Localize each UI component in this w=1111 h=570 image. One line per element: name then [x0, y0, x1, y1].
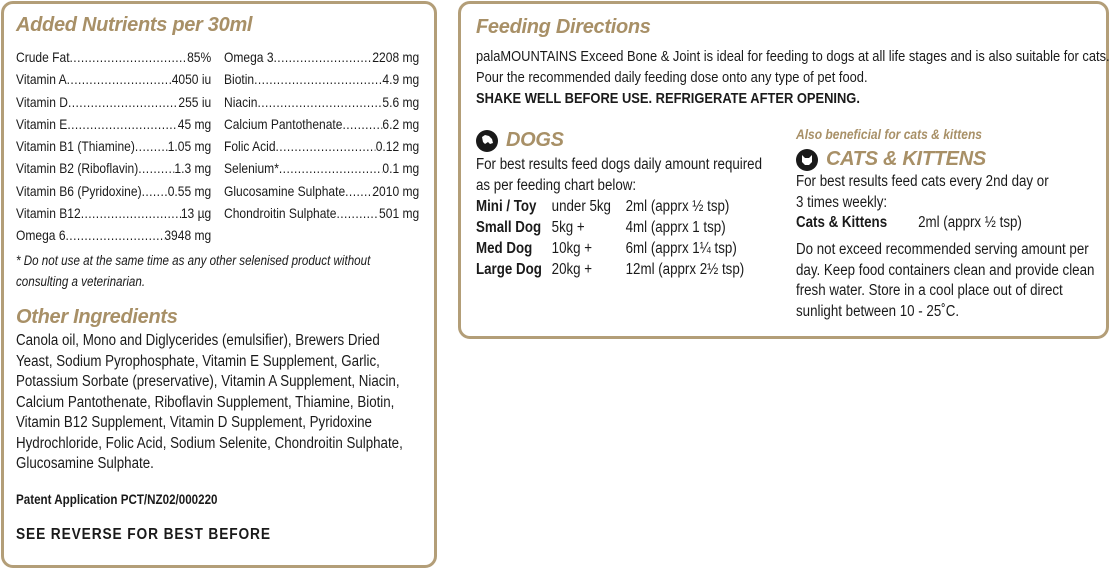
dot-leader [67, 113, 177, 135]
nutrient-value: 4050 iu [171, 71, 212, 88]
nutrient-row [16, 68, 211, 90]
nutrient-row [16, 202, 211, 224]
ingredients-text: Canola oil, Mono and Diglycerides (emulsifier), Brewers Dried Yeast, Sodium Pyrophosphate, Vitamin E Supplement, Garlic, Potassium Sorbate (preservative), Vitamin A Supplement, Niacin, Calcium Pantothenate, Riboflavin Supplement, Thiamine, Biotin, Vitamin B12 Supplement, Vitamin D Supplement, Pyridoxine Hydrochloride, Folic Acid, Sodium Selenite, Chondroitin Sulphate, Glucosamine Sulphate. [16, 332, 403, 472]
nutrients-right-column [224, 46, 419, 224]
dot-leader [342, 113, 382, 135]
dot-leader [279, 157, 383, 179]
other-ingredients-title: Other Ingredients [16, 306, 178, 328]
ingredients-list [16, 331, 486, 475]
nutrient-name: Vitamin B2 (Riboflavin) [16, 160, 139, 177]
dog-size: Med Dog [476, 240, 533, 257]
nutrient-row [224, 202, 419, 224]
nutrient-value: 2010 mg [372, 182, 420, 199]
nutrient-value: 5.6 mg [382, 93, 420, 110]
dogs-title: DOGS [506, 129, 564, 151]
nutrient-row [16, 46, 211, 68]
cats-title: CATS & KITTENS [826, 148, 986, 170]
best-before-note [16, 526, 312, 544]
nutrient-value: 13 µg [180, 205, 212, 222]
intro-line-2: Pour the recommended daily feeding dose onto any type of pet food. [476, 69, 868, 86]
dog-size: Large Dog [476, 261, 542, 278]
nutrient-row [224, 68, 419, 90]
dog-dose: 6ml (apprx 1¼ tsp) [625, 240, 737, 257]
cats-row-dose: 2ml (apprx ½ tsp) [918, 214, 1022, 231]
dot-leader [66, 224, 165, 246]
dogs-heading [476, 129, 564, 152]
nutrient-value: 0.12 mg [375, 138, 420, 155]
dot-leader [142, 180, 168, 202]
dogs-text-content: For best results feed dogs daily amount required as per feeding chart below: [476, 156, 763, 194]
nutrient-value: 3948 mg [164, 227, 212, 244]
patent-text: Patent Application PCT/NZ02/000220 [16, 492, 218, 507]
dog-dose: 4ml (apprx 1 tsp) [625, 219, 726, 236]
cats-feeding-row [796, 214, 1059, 232]
nutrient-value: 255 iu [178, 93, 212, 110]
nutrient-value: 0.55 mg [167, 182, 212, 199]
nutrient-name: Vitamin B6 (Pyridoxine) [16, 182, 142, 199]
nutrient-value: 45 mg [177, 115, 212, 132]
nutrient-row [16, 135, 211, 157]
nutrients-left-column [16, 46, 211, 247]
feeding-title: Feeding Directions [476, 16, 651, 38]
nutrient-row [16, 157, 211, 179]
feeding-row [476, 259, 780, 280]
nutrient-name: Selenium* [224, 160, 279, 177]
nutrient-row [16, 113, 211, 135]
dog-weight: under 5kg [551, 198, 611, 215]
feeding-intro [476, 46, 1111, 109]
nutrient-row [16, 91, 211, 113]
nutrient-row [16, 180, 211, 202]
dot-leader [274, 46, 373, 68]
cats-caution [796, 240, 1111, 322]
dot-leader [135, 135, 168, 157]
nutrient-value: 85% [187, 49, 212, 65]
cats-text-line-1: For best results feed cats every 2nd day or [796, 173, 1049, 190]
cats-text [796, 172, 1090, 213]
nutrient-name: Folic Acid [224, 138, 276, 155]
dog-dose: 2ml (apprx ½ tsp) [625, 198, 730, 215]
cats-subtitle-text: Also beneficial for cats & kittens [796, 126, 983, 142]
cats-caution-text: Do not exceed recommended serving amount per day. Keep food containers clean and provide clean fresh water. Store in a cool place out of direct sunlight between 10 - 25˚C. [796, 241, 1095, 320]
cats-text-line-2: 3 times weekly: [796, 193, 888, 211]
dog-head-icon [476, 130, 498, 152]
nutrient-name: Vitamin D [16, 93, 68, 110]
storage-warning: SHAKE WELL BEFORE USE. REFRIGERATE AFTER OPENING. [476, 90, 860, 107]
nutrient-row [224, 157, 419, 179]
intro-line-1: palaMOUNTAINS Exceed Bone & Joint is ideal for feeding to dogs at all life stages and is also suitable for cats. [476, 48, 1110, 65]
nutrient-row [224, 46, 419, 68]
feeding-row [476, 196, 780, 217]
dot-leader [81, 202, 181, 224]
dot-leader [276, 135, 376, 157]
nutrient-value: 4.9 mg [382, 71, 420, 88]
dog-dose: 12ml (apprx 2½ tsp) [625, 261, 745, 278]
best-before-text: SEE REVERSE FOR BEST BEFORE [16, 526, 271, 543]
nutrient-name: Omega 3 [224, 49, 274, 65]
nutrient-name: Vitamin B1 (Thiamine) [16, 138, 135, 155]
nutrient-row [224, 135, 419, 157]
nutrient-row [224, 180, 419, 202]
nutrient-value: 1.05 mg [167, 138, 212, 155]
dog-weight: 20kg + [551, 261, 593, 278]
nutrient-row [224, 91, 419, 113]
nutrient-name: Calcium Pantothenate [224, 115, 343, 132]
dog-size: Mini / Toy [476, 198, 537, 215]
dot-leader [68, 91, 178, 113]
dot-leader [138, 157, 174, 179]
nutrient-name: Vitamin B12 [16, 205, 81, 222]
nutrient-name: Glucosamine Sulphate [224, 182, 346, 199]
dot-leader [257, 91, 382, 113]
nutrient-value: 6.2 mg [382, 115, 420, 132]
nutrient-value: 501 mg [379, 205, 420, 222]
dot-leader [254, 68, 382, 90]
nutrient-name: Niacin [224, 93, 258, 110]
dog-size: Small Dog [476, 219, 542, 236]
nutrient-name: Biotin [224, 71, 255, 88]
cats-heading [796, 148, 986, 171]
dot-leader [345, 180, 372, 202]
dog-weight: 10kg + [551, 240, 593, 257]
dot-leader [67, 68, 172, 90]
cats-subtitle [796, 126, 1012, 142]
feeding-row [476, 238, 780, 259]
feeding-row [476, 217, 780, 238]
dogs-text [476, 155, 816, 196]
nutrient-value: 0.1 mg [382, 160, 420, 177]
dot-leader [70, 46, 188, 68]
nutrient-name: Vitamin A [16, 71, 67, 88]
dog-weight: 5kg + [551, 219, 585, 236]
nutrient-row [16, 224, 211, 246]
dog-feeding-chart [476, 196, 830, 280]
footnote-text: * Do not use at the same time as any other selenised product without consulting a veterinarian. [16, 253, 371, 289]
nutrient-value: 1.3 mg [174, 160, 212, 177]
patent-application [16, 492, 250, 507]
nutrients-title: Added Nutrients per 30ml [16, 14, 253, 36]
cat-head-icon [796, 149, 818, 171]
nutrient-name: Crude Fat [16, 49, 70, 65]
nutrient-name: Omega 6 [16, 227, 66, 244]
nutrient-name: Chondroitin Sulphate [224, 205, 337, 222]
selenium-footnote [16, 250, 476, 292]
dot-leader [336, 202, 379, 224]
nutrient-name: Vitamin E [16, 115, 68, 132]
cats-row-label: Cats & Kittens [796, 214, 888, 231]
nutrient-row [224, 113, 419, 135]
nutrient-value: 2208 mg [372, 49, 420, 65]
